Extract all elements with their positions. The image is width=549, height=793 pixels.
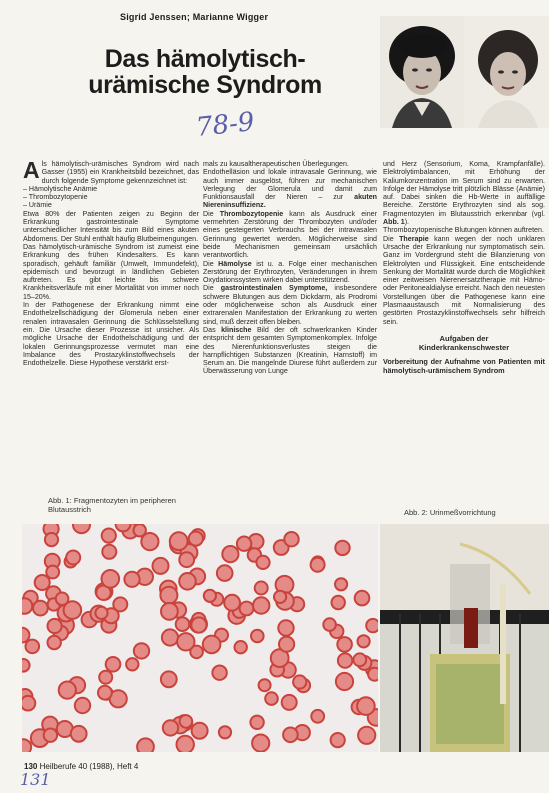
red-blood-cell: [311, 558, 325, 572]
red-blood-cell: [256, 556, 269, 569]
portrait-image: [464, 16, 549, 128]
title-line-2: urämische Syndrom: [88, 71, 322, 99]
red-blood-cell: [252, 735, 269, 752]
red-blood-cell: [219, 726, 231, 738]
red-blood-cell: [191, 617, 206, 632]
red-blood-cell: [212, 666, 226, 680]
red-blood-cell: [102, 529, 116, 543]
red-blood-cell: [161, 603, 178, 620]
red-blood-cell: [22, 659, 30, 672]
red-blood-cell: [192, 723, 208, 739]
red-blood-cell: [44, 729, 57, 742]
red-blood-cell: [102, 570, 120, 588]
red-blood-cell: [253, 597, 269, 613]
paragraph: Die Thrombozytopenie kann als Ausdruck einer vermehrten Zerstörung der Thrombozyten und/oder eines gesteigerten Verbrauchs bei der intravasalen Gerinnung gewertet werden. Möglicherweise sind beide Mechanismen gemeinsam ursächlich verantwortlich.: [203, 209, 377, 260]
figure-1-microscopy: [22, 524, 378, 752]
paragraph: ls hämolytisch-urämisches Syndrom wird nach Gasser (1955) ein Krankheitsbild bezeichnet, das durch folgende Symptome gekennzeichnet ist:: [41, 160, 199, 185]
list-item: – Hämolytische Anämie: [23, 184, 98, 193]
red-blood-cell: [204, 590, 216, 602]
portrait-image: [380, 16, 464, 128]
red-blood-cell: [160, 587, 177, 604]
red-blood-cell: [134, 524, 146, 536]
paragraph: Das klinische Bild der oft schwerkranken Kinder entspricht dem gesamten Symptomenkomplex. Infolge des Nierenfunktionsverlustes steigen die harnpflichtigen Substanzen (Kreatinin, Harnstoff) im Serum an. Die mangelnde Diurese führt außerdem zur Überwässerung von Lunge: [203, 325, 377, 376]
red-blood-cell: [279, 637, 294, 652]
red-blood-cell: [75, 698, 90, 713]
red-blood-cell: [22, 739, 31, 752]
red-blood-cell: [126, 658, 138, 670]
red-blood-cell: [35, 575, 50, 590]
red-blood-cell: [161, 671, 177, 687]
article-title: [70, 46, 340, 98]
red-blood-cell: [358, 727, 375, 744]
red-blood-cell: [48, 636, 61, 649]
text-column-2: [203, 160, 377, 376]
urine-device-image: [380, 524, 549, 752]
drop-cap: A: [23, 157, 40, 183]
red-blood-cell: [134, 643, 149, 658]
paragraph: Endothelläsion und lokale intravasale Gerinnung, wie auch immer ausgelöst, führen zur mechanischen Verlegung der Glomerula und damit zum Funktionsausfall der Nieren – zur akuten Niereninsuffizienz.: [203, 168, 377, 210]
red-blood-cell: [170, 532, 188, 550]
red-blood-cell: [335, 578, 347, 590]
author-photo-1: [380, 16, 464, 128]
journal-reference: Heilberufe 40 (1988), Heft 4: [39, 762, 139, 771]
red-blood-cell: [358, 635, 370, 647]
red-blood-cell: [323, 618, 336, 631]
red-blood-cell: [278, 620, 293, 635]
paragraph: Etwa 80% der Patienten zeigen zu Beginn der Erkrankung gastrointestinale Symptome unterschiedlicher Intensität bis zum Bild eines akuten Abdomens. Der Stuhl enthält häufig Blutbeimengungen.: [23, 209, 199, 243]
red-blood-cell: [337, 637, 352, 652]
red-blood-cell: [22, 696, 35, 711]
red-blood-cell: [203, 636, 221, 654]
red-blood-cell: [66, 551, 80, 565]
red-blood-cell: [283, 728, 298, 743]
red-blood-cell: [274, 591, 286, 603]
red-blood-cell: [235, 641, 247, 653]
red-blood-cell: [106, 657, 121, 672]
blood-smear-image: [22, 524, 378, 752]
red-blood-cell: [338, 653, 352, 667]
red-blood-cell: [45, 533, 58, 546]
red-blood-cell: [33, 601, 48, 616]
red-blood-cell: [250, 716, 263, 729]
handwritten-annotation: 78-9: [194, 107, 256, 143]
red-blood-cell: [177, 633, 194, 650]
page-number: 130: [24, 762, 38, 771]
red-blood-cell: [98, 686, 112, 700]
red-blood-cell: [22, 628, 29, 643]
red-blood-cell: [177, 736, 194, 752]
red-blood-cell: [48, 619, 62, 633]
red-blood-cell: [137, 738, 154, 752]
red-blood-cell: [357, 697, 375, 715]
red-blood-cell: [240, 602, 254, 616]
red-blood-cell: [46, 566, 59, 579]
red-blood-cell: [255, 582, 268, 595]
red-blood-cell: [265, 692, 278, 705]
handwritten-page-note: 131: [20, 770, 51, 789]
figure-caption-2: Abb. 2: Urinmeßvorrichtung: [404, 508, 496, 517]
red-blood-cell: [59, 682, 76, 699]
red-blood-cell: [332, 596, 345, 609]
red-blood-cell: [71, 726, 87, 742]
paragraph: und Herz (Sensorium, Koma, Krampfanfälle). Elektrolytimbalancen, mit Erhöhung der Kaliumkonzentration im Serum sind zu erwarten. Infolge der Hämolyse tritt plötzlich Blässe (Anämie) auf. Dabei sinken die Hb-Werte in auffällige Bereiche. Zerstörte Erythrozyten sind als sog. Fragmentozyten im Blutausstrich erkennbar (vgl. Abb. 1).: [383, 160, 545, 227]
red-blood-cell: [162, 629, 178, 645]
red-blood-cell: [116, 524, 131, 531]
red-blood-cell: [366, 619, 378, 632]
red-blood-cell: [284, 532, 298, 546]
red-blood-cell: [224, 595, 240, 611]
paragraph: Das hämolytisch-urämische Syndrom ist zumeist eine Erkrankung des frühen Kindesalters. Es kann sporadisch, gehäuft familiär (Umwelt, Immundefekt), epidemisch und bevorzugt in ländlichen Gebieten auftreten. Es gibt leichte bis schwere Krankheitsverläufe mit einer Mortalität von immer noch 15–20%.: [23, 242, 199, 301]
red-blood-cell: [179, 573, 196, 590]
text-column-3: [383, 160, 545, 375]
red-blood-cell: [217, 565, 233, 581]
paragraph: mals zu kausaltherapeutischen Überlegungen.: [203, 160, 349, 168]
red-blood-cell: [222, 546, 238, 562]
red-blood-cell: [56, 593, 69, 606]
section-heading: Aufgaben der Kinderkrankenschwester: [418, 333, 510, 352]
paragraph: Thrombozytopenische Blutungen können auftreten.: [383, 226, 544, 235]
red-blood-cell: [113, 597, 127, 611]
paragraph: Die Hämolyse ist u. a. Folge einer mechanischen Zerstörung der Erythrozyten, Veränderungen in ihrem Oxydationssystem wirken dabei unterstützend.: [203, 259, 377, 285]
red-blood-cell: [331, 733, 345, 747]
list-item: – Urämie: [23, 201, 52, 210]
red-blood-cell: [237, 537, 251, 551]
red-blood-cell: [189, 532, 203, 546]
red-blood-cell: [259, 679, 271, 691]
red-blood-cell: [336, 673, 353, 690]
red-blood-cell: [282, 695, 297, 710]
red-blood-cell: [353, 653, 366, 666]
list-item: – Thrombozytopenie: [23, 193, 88, 202]
red-blood-cell: [163, 720, 178, 735]
text-column-1: [23, 157, 199, 368]
red-blood-cell: [179, 552, 194, 567]
red-blood-cell: [26, 640, 40, 654]
red-blood-cell: [335, 541, 349, 555]
figure-caption-1: Abb. 1: Fragmentozyten im peripheren Blutausstrich: [48, 496, 176, 514]
red-blood-cell: [95, 607, 107, 619]
red-blood-cell: [251, 630, 264, 643]
paragraph: Die gastrointestinalen Symptome, insbesondere schwere Blutungen aus dem Dickdarm, als Prodromi oder möglicherweise schon als Ausdruck einer extrarenalen Manifestation der Erkrankung zu werten sind, muß derzeit offen bleiben.: [203, 284, 377, 326]
red-blood-cell: [99, 671, 112, 684]
paragraph: In der Pathogenese der Erkrankung nimmt eine Endothelzellschädigung der Glomerula neben einer renalen intravasalen Gerinnung die Schlüsselstellung ein. Die Ursache dieser Prozesse ist unsicher. Als mögliche Ursache der Endothelschädigung und der lokalen Gerinnungsprozesse vermutet man eine Imbalance des Prostazyklinstoffwechsels der Endothelzelle. Diese Hypothese verstärkt erst-: [23, 301, 199, 368]
red-blood-cell: [180, 715, 193, 728]
red-blood-cell: [124, 572, 139, 587]
red-blood-cell: [368, 668, 378, 681]
authors: Sigrid Jenssen; Marianne Wigger: [120, 12, 269, 22]
red-blood-cell: [293, 675, 306, 688]
paragraph: Die Therapie kann wegen der noch unklaren Ursache der Erkrankung nur symptomatisch sein. Ganz im Vordergrund steht die Bilanzierung von Elektrolyten und Flüssigkeit. Eine entscheidende Senkung der Mortalität wurde durch die Möglichkeit einer zeitweisen Nierenersatztherapie mit Hämo- oder Peritonealdialyse erreicht. Nach den neuesten Vorstellungen über die Pathogenese kann eine Plasmaaustausch mit Normalisierung des gestörten Prostazyklinstoffwechsels sehr hilfreich sein.: [383, 234, 545, 326]
figure-2-photo: [380, 524, 549, 752]
red-blood-cell: [22, 598, 32, 614]
author-photo-2: [464, 16, 549, 128]
red-blood-cell: [176, 617, 190, 631]
red-blood-cell: [355, 591, 370, 606]
red-blood-cell: [311, 710, 324, 723]
subheading: Vorbereitung der Aufnahme von Patienten mit hämolytisch-urämischem Syndrom: [383, 356, 545, 375]
title-line-1: Das hämolytisch-: [104, 45, 306, 73]
red-blood-cell: [153, 558, 169, 574]
red-blood-cell: [102, 545, 116, 559]
red-blood-cell: [73, 524, 90, 533]
